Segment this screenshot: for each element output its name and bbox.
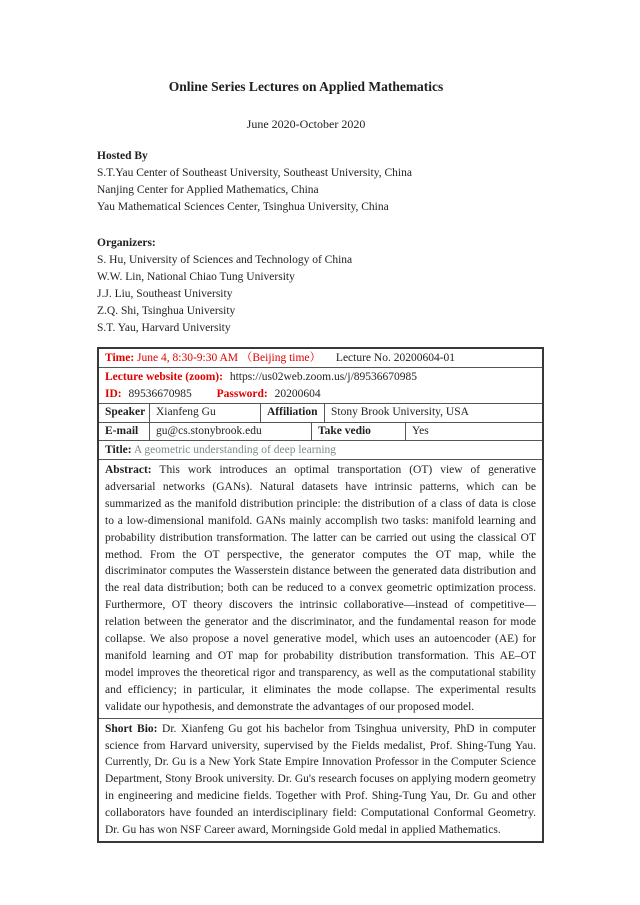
organizer-item: S. Hu, University of Sciences and Technology of China bbox=[97, 254, 353, 266]
abstract-section bbox=[99, 459, 542, 718]
organizer-item: S.T. Yau, Harvard University bbox=[97, 322, 231, 334]
email-row bbox=[99, 422, 542, 441]
hosted-by-heading: Hosted By bbox=[97, 150, 148, 162]
hosted-by-item: S.T.Yau Center of Southeast University, Southeast University, China bbox=[97, 167, 412, 179]
hosted-by-item: Yau Mathematical Sciences Center, Tsinghua University, China bbox=[97, 201, 389, 213]
bio-section bbox=[99, 718, 542, 841]
email-label: E-mail bbox=[105, 424, 139, 437]
take-video-label: Take vedio bbox=[311, 423, 405, 441]
abstract-label: Abstract: bbox=[105, 464, 152, 476]
time-value: June 4, 8:30-9:30 AM （Beijing time） bbox=[137, 352, 322, 364]
organizer-item: J.J. Liu, Southeast University bbox=[97, 288, 233, 300]
organizer-item: Z.Q. Shi, Tsinghua University bbox=[97, 305, 236, 317]
meeting-id-value: 89536670985 bbox=[128, 387, 192, 400]
website-row bbox=[99, 367, 542, 403]
password-label: Password: bbox=[216, 387, 268, 400]
bio-text: Dr. Xianfeng Gu got his bachelor from Tsinghua university, PhD in computer science from Harvard university, supervised by the Fields medalist, Prof. Shing-Tung Yau. Currently, Dr. Gu is a New York State Empire Innovation Professor in the Computer Science Department, Stony Brook university. Dr. Gu's research focuses on applying modern geometry in engineering and medicine fields. Together with Prof. Shing-Tung Yau, Dr. Gu and other collaborators have founded an interdisciplinary field: Computational Conformal Geometry. Dr. Gu has won NSF Career award, Morningside Gold medal in applied Mathematics. bbox=[105, 722, 537, 837]
password-value: 20200604 bbox=[274, 387, 321, 400]
abstract-text: This work introduces an optimal transportation (OT) view of generative adversarial networks (GANs). Natural datasets have intrinsic patterns, which can be summarized as the manifold distribution principle: the distribution of a class of data is close to a low-dimensional manifold. GANs mainly accomplish two tasks: manifold learning and probability distribution transformation. The latter can be carried out using the classical OT method. From the OT perspective, the generator computes the OT map, while the discriminator computes the Wasserstein distance between the generated data distribution and the real data distribution; both can be reduced to a convex geometric optimization process. Furthermore, OT theory discovers the intrinsic collaborative—instead of competitive—relation between the generator and the discriminator, and the fundamental reason for mode collapse. We also propose a novel generative model, which uses an autoencoder (AE) for manifold learning and OT map for probability distribution transformation. This AE–OT model improves the theoretical rigor and transparency, as well as the computational stability and efficiency; in particular, it eliminates the mode collapse. The experimental results validate our hypothesis, and demonstrate the advantages of our proposed model. bbox=[105, 464, 537, 713]
time-label: Time: bbox=[105, 352, 135, 364]
organizers-heading: Organizers: bbox=[97, 237, 156, 249]
hosted-by-item: Nanjing Center for Applied Mathematics, China bbox=[97, 184, 319, 196]
page-title: Online Series Lectures on Applied Mathematics bbox=[168, 79, 444, 94]
credentials-line bbox=[105, 386, 536, 403]
email-value: gu@cs.stonybrook.edu bbox=[149, 423, 311, 441]
document-body bbox=[97, 148, 544, 843]
website-url-link[interactable]: https://us02web.zoom.us/j/89536670985 bbox=[229, 371, 418, 383]
lecture-table bbox=[97, 347, 544, 843]
lecture-title: A geometric understanding of deep learning bbox=[133, 444, 337, 456]
bio-label: Short Bio: bbox=[105, 722, 158, 735]
affiliation-label: Affiliation bbox=[260, 404, 324, 422]
affiliation-value: Stony Brook University, USA bbox=[324, 404, 542, 422]
title-label: Title: bbox=[105, 444, 132, 456]
lecture-title-row bbox=[99, 440, 542, 459]
meeting-id-label: ID: bbox=[105, 387, 122, 400]
speaker-row bbox=[99, 403, 542, 422]
website-label: Lecture website (zoom): bbox=[105, 371, 223, 383]
website-line bbox=[105, 369, 536, 386]
speaker-label: Speaker bbox=[105, 406, 146, 418]
date-range: June 2020-October 2020 bbox=[246, 117, 366, 131]
take-video-value: Yes bbox=[405, 423, 542, 441]
lecture-number: Lecture No. 20200604-01 bbox=[335, 352, 456, 364]
time-row bbox=[99, 349, 542, 367]
speaker-name: Xianfeng Gu bbox=[149, 404, 260, 422]
organizer-item: W.W. Lin, National Chiao Tung University bbox=[97, 271, 295, 283]
